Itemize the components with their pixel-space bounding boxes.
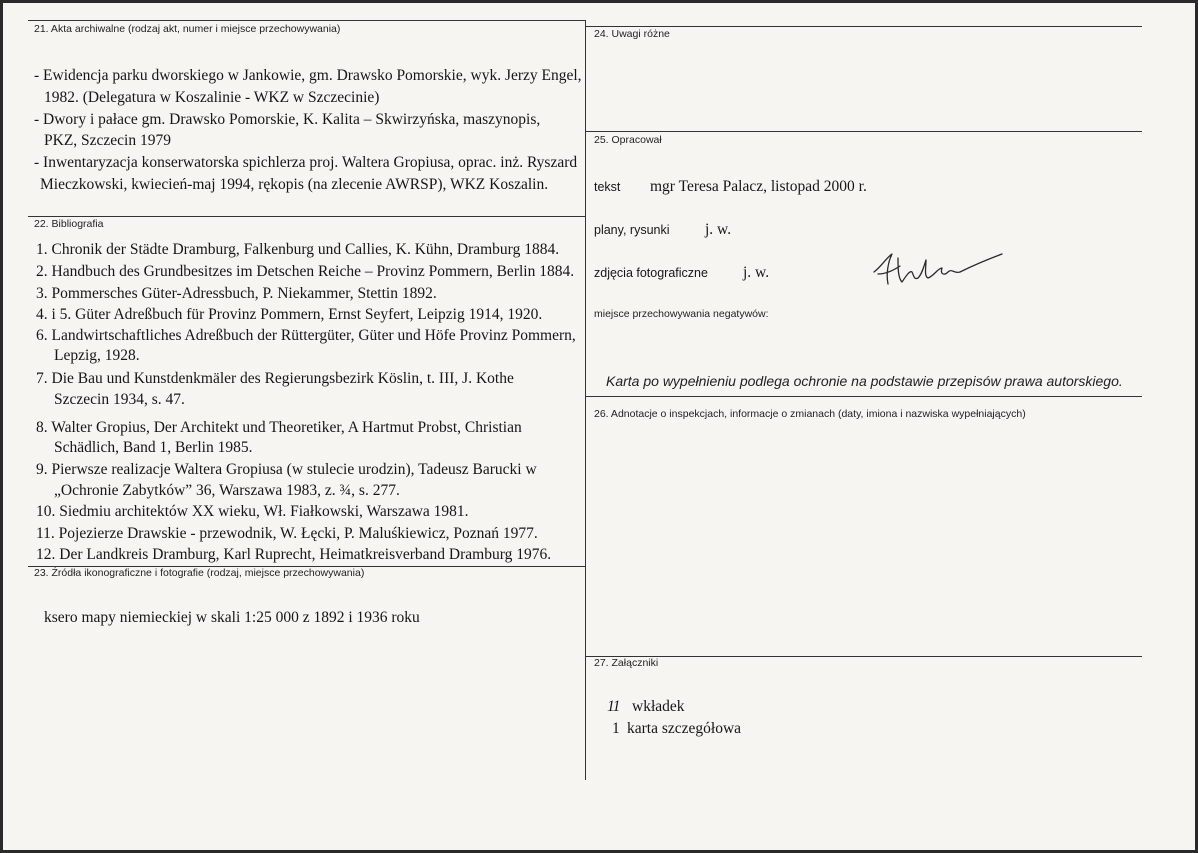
attachment-count: 1 — [612, 720, 620, 737]
attachment-text: wkładek — [632, 698, 685, 715]
section-25-label: 25. Opracował — [594, 134, 662, 146]
rule-26 — [586, 396, 1142, 397]
section-27-label: 27. Załączniki — [594, 657, 659, 669]
rule-22 — [28, 216, 585, 217]
column-divider — [585, 20, 586, 780]
section-21-line: - Ewidencja parku dworskiego w Jankowie, gm. Drawsko Pomorskie, wyk. Jerzy Engel, — [34, 67, 582, 84]
bibliography-item: 1. Chronik der Städte Dramburg, Falkenburg und Callies, K. Kühn, Dramburg 1884. — [36, 241, 560, 258]
section-22-label: 22. Bibliografia — [34, 218, 104, 230]
bibliography-item: Schädlich, Band 1, Berlin 1985. — [54, 439, 253, 456]
zdjecia-value: j. w. — [743, 264, 770, 281]
plany-label: plany, rysunki — [594, 223, 670, 237]
bibliography-item: 10. Siedmiu architektów XX wieku, Wł. Fiałkowski, Warszawa 1981. — [36, 503, 469, 520]
top-rule-left — [28, 20, 585, 21]
rule-25 — [586, 131, 1142, 132]
section-21-line: - Inwentaryzacja konserwatorska spichlerza proj. Waltera Gropiusa, oprac. inż. Ryszard — [34, 154, 578, 171]
zdjecia-label: zdjęcia fotograficzne — [594, 266, 708, 280]
section-21-line: Mieczkowski, kwiecień-maj 1994, rękopis (na zlecenie AWRSP), WKZ Koszalin. — [40, 176, 549, 193]
section-26-label: 26. Adnotacje o inspekcjach, informacje o zmianach (daty, imiona i nazwiska wypełniających) — [594, 408, 1026, 420]
bibliography-item: 9. Pierwsze realizacje Waltera Gropiusa (w stulecie urodzin), Tadeusz Barucki w — [36, 461, 537, 478]
bibliography-item: 2. Handbuch des Grundbesitzes im Detschen Reiche – Provinz Pommern, Berlin 1884. — [36, 263, 575, 280]
attachment-count: 11 — [607, 698, 620, 715]
plany-value: j. w. — [705, 221, 732, 238]
copyright-note: Karta po wypełnieniu podlega ochronie na podstawie przepisów prawa autorskiego. — [606, 373, 1123, 389]
bibliography-item: Szczecin 1934, s. 47. — [54, 391, 185, 408]
section-24-label: 24. Uwagi różne — [594, 28, 670, 40]
bibliography-item: 12. Der Landkreis Dramburg, Karl Ruprecht, Heimatkreisverband Dramburg 1976. — [36, 546, 552, 563]
negatywy-label: miejsce przechowywania negatywów: — [594, 308, 769, 320]
bibliography-item: 11. Pojezierze Drawskie - przewodnik, W. Łęcki, P. Maluśkiewicz, Poznań 1977. — [36, 525, 538, 542]
tekst-label: tekst — [594, 180, 621, 194]
section-23-text: ksero mapy niemieckiej w skali 1:25 000 z 1892 i 1936 roku — [44, 609, 420, 626]
bibliography-item: 6. Landwirtschaftliches Adreßbuch der Rüttergüter, Güter und Höfe Provinz Pommern, — [36, 327, 576, 344]
signature-image — [868, 244, 1008, 292]
top-rule-right — [586, 26, 1142, 27]
section-21-label: 21. Akta archiwalne (rodzaj akt, numer i miejsce przechowywania) — [34, 23, 341, 35]
section-21-line: 1982. (Delegatura w Koszalinie - WKZ w Szczecinie) — [44, 89, 380, 106]
bibliography-item: 3. Pommersches Güter-Adressbuch, P. Niekammer, Stettin 1892. — [36, 285, 437, 302]
rule-27 — [586, 656, 1142, 657]
bibliography-item: 8. Walter Gropius, Der Architekt und Theoretiker, A Hartmut Probst, Christian — [36, 419, 522, 436]
section-21-line: PKZ, Szczecin 1979 — [44, 132, 171, 149]
bibliography-item: Lepzig, 1928. — [54, 347, 140, 364]
bibliography-item: 7. Die Bau und Kunstdenkmäler des Regierungsbezirk Köslin, t. III, J. Kothe — [36, 370, 514, 387]
bibliography-item: 4. i 5. Güter Adreßbuch für Provinz Pommern, Ernst Seyfert, Leipzig 1914, 1920. — [36, 306, 543, 323]
section-21-line: - Dwory i pałace gm. Drawsko Pomorskie, K. Kalita – Skwirzyńska, maszynopis, — [34, 111, 541, 128]
attachment-text: karta szczegółowa — [627, 720, 742, 737]
section-23-label: 23. Źródła ikonograficzne i fotografie (rodzaj, miejsce przechowywania) — [34, 567, 365, 579]
tekst-value: mgr Teresa Palacz, listopad 2000 r. — [650, 178, 867, 195]
bibliography-item: „Ochronie Zabytków” 36, Warszawa 1983, z. ¾, s. 277. — [54, 482, 400, 499]
